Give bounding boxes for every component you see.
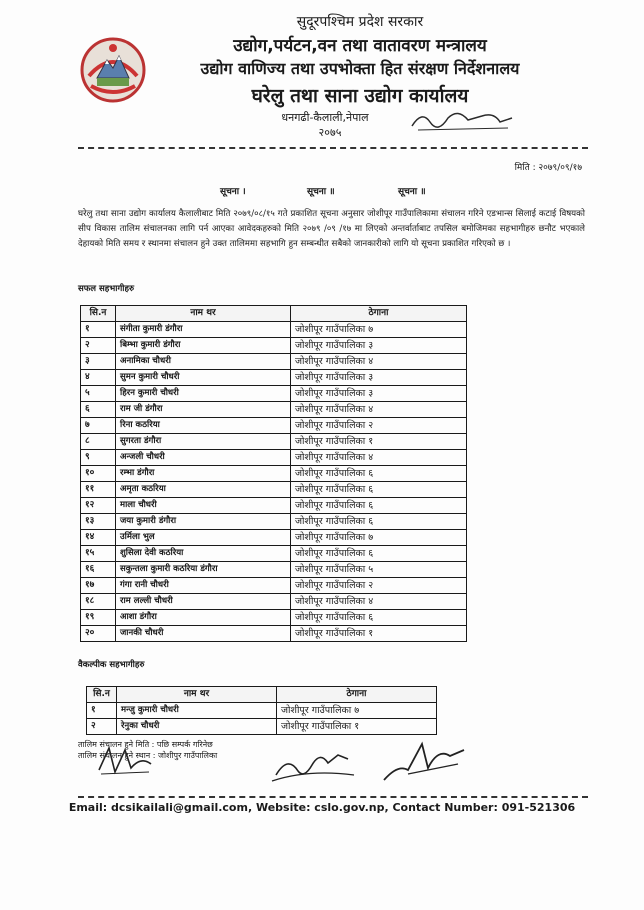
cell-name: अन्जली चौधरी — [116, 450, 291, 466]
training-place: तालिम संचालन हुने स्थान : जोशीपुर गाउँपालिका — [78, 751, 218, 760]
table-row — [81, 514, 467, 530]
signature-3 — [378, 734, 468, 784]
cell-address: जोशीपूर गाउँपालिका ७ — [291, 322, 467, 338]
cell-sn: १ — [87, 703, 117, 719]
signature-2 — [268, 745, 358, 785]
notice-paragraph: घरेलु तथा साना उद्योग कार्यालय कैलालीबाट मिति २०७९/०८/१५ गते प्रकाशित सूचना अनुसार जोशीपूर गाउँपालिकामा संचालन गरिने एडभान्स सिलाई कटाई विषयको सीप विकास तालिम संचालनका लागि पर्न आएका आवेदकहरुको मिति २०७९ /०९ /१७ मा लिएको अन्तर्वार्ताबाट तपसिल बमोजिमका सहभागीहरु छनौट भएकाले देहायको मिति समय र स्थानमा संचालन हुने उक्त तालिममा सहभागि हुन सम्बन्धीत सबैको जानकारीको लागि यो सूचना प्रकाशित गरिएको छ । — [78, 209, 585, 249]
footer-contact: Email: dcsikailali@gmail.com, Website: cslo.gov.np, Contact Number: 091-521306 — [68, 801, 576, 814]
table-row — [81, 354, 467, 370]
header-office: घरेलु तथा साना उद्योग कार्यालय — [251, 85, 469, 107]
table-row — [81, 466, 467, 482]
section-successful-title: सफल सहभागीहरु — [78, 284, 135, 294]
cell-name: संगीता कुमारी डंगौरा — [116, 322, 291, 338]
col-header-name: नाम थर — [117, 687, 277, 703]
table-row — [81, 418, 467, 434]
cell-sn: १२ — [81, 498, 116, 514]
cell-address: जोशीपूर गाउँपालिका ३ — [291, 338, 467, 354]
cell-address: जोशीपूर गाउँपालिका ६ — [291, 514, 467, 530]
cell-sn: ७ — [81, 418, 116, 434]
alternate-table — [86, 686, 437, 735]
cell-address: जोशीपूर गाउँपालिका ६ — [291, 498, 467, 514]
header-ministry: उद्योग,पर्यटन,वन तथा वातावरण मन्त्रालय — [233, 36, 487, 56]
cell-name: रम्भा डंगौरा — [116, 466, 291, 482]
header-directorate: उद्योग वाणिज्य तथा उपभोक्ता हित संरक्षण निर्देशनालय — [200, 59, 520, 78]
cell-address: जोशीपूर गाउँपालिका ३ — [291, 370, 467, 386]
table-row — [81, 610, 467, 626]
cell-sn: २ — [81, 338, 116, 354]
col-header-address: ठेगाना — [277, 687, 437, 703]
cell-address: जोशीपूर गाउँपालिका ६ — [291, 610, 467, 626]
cell-name: रेनुका चौधरी — [117, 719, 277, 735]
signature-1 — [95, 742, 155, 778]
cell-sn: १६ — [81, 562, 116, 578]
table-row — [81, 386, 467, 402]
table-row — [87, 703, 437, 719]
table-row — [81, 482, 467, 498]
cell-address: जोशीपूर गाउँपालिका १ — [291, 434, 467, 450]
cell-address: जोशीपूर गाउँपालिका ४ — [291, 354, 467, 370]
cell-name: माला चौधरी — [116, 498, 291, 514]
cell-address: जोशीपूर गाउँपालिका १ — [277, 719, 437, 735]
header-province: सुदूरपश्चिम प्रदेश सरकार — [296, 14, 424, 30]
cell-name: राम जी डंगौरा — [116, 402, 291, 418]
col-header-sn: सि.न — [87, 687, 117, 703]
document-date: मिति : २०७९/०९/१७ — [514, 163, 582, 173]
table-row — [81, 450, 467, 466]
col-header-name: नाम थर — [116, 306, 291, 322]
cell-address: जोशीपूर गाउँपालिका ४ — [291, 594, 467, 610]
cell-sn: १३ — [81, 514, 116, 530]
training-date: तालिम संचालन हुने मिति : पछि सम्पर्क गरिनेछ — [78, 740, 213, 749]
nepal-emblem-icon — [79, 36, 147, 104]
table-row — [81, 530, 467, 546]
section-alternate-title: वैकल्पीक सहभागीहरु — [78, 660, 145, 670]
table-row — [81, 434, 467, 450]
cell-name: सकुन्तला कुमारी कठरिया डंगौरा — [116, 562, 291, 578]
cell-name: हिरन कुमारी चौधरी — [116, 386, 291, 402]
cell-address: जोशीपूर गाउँपालिका ६ — [291, 482, 467, 498]
cell-sn: ४ — [81, 370, 116, 386]
successful-table-body — [81, 322, 467, 642]
cell-address: जोशीपूर गाउँपालिका २ — [291, 418, 467, 434]
cell-name: आशा डंगौरा — [116, 610, 291, 626]
cell-sn: २ — [87, 719, 117, 735]
cell-sn: १७ — [81, 578, 116, 594]
cell-sn: ११ — [81, 482, 116, 498]
cell-name: अनामिका चौधरी — [116, 354, 291, 370]
table-row — [81, 322, 467, 338]
table-header-row — [87, 687, 437, 703]
cell-address: जोशीपूर गाउँपालिका १ — [291, 626, 467, 642]
cell-name: राम लल्ली चौधरी — [116, 594, 291, 610]
table-row — [81, 546, 467, 562]
cell-name: सुमन कुमारी चौधरी — [116, 370, 291, 386]
cell-sn: १ — [81, 322, 116, 338]
table-row — [81, 562, 467, 578]
table-header-row — [81, 306, 467, 322]
cell-name: मन्जु कुमारी चौधरी — [117, 703, 277, 719]
cell-address: जोशीपूर गाउँपालिका ७ — [277, 703, 437, 719]
table-row — [81, 338, 467, 354]
col-header-address: ठेगाना — [291, 306, 467, 322]
header-location: धनगढी-कैलाली,नेपाल — [281, 111, 369, 124]
table-row — [87, 719, 437, 735]
cell-address: जोशीपूर गाउँपालिका ४ — [291, 402, 467, 418]
cell-name: सुगरता डंगौरा — [116, 434, 291, 450]
cell-sn: ५ — [81, 386, 116, 402]
cell-name: शुसिला देवी कठरिया — [116, 546, 291, 562]
table-row — [81, 594, 467, 610]
cell-name: रिना कठरिया — [116, 418, 291, 434]
cell-sn: ८ — [81, 434, 116, 450]
cell-sn: १९ — [81, 610, 116, 626]
successful-table — [80, 305, 467, 642]
notice-label-3: सूचना ॥ — [398, 187, 426, 197]
alternate-table-body — [87, 703, 437, 735]
cell-sn: ६ — [81, 402, 116, 418]
cell-name: बिम्भा कुमारी डंगौरा — [116, 338, 291, 354]
cell-name: गंगा रानी चौधरी — [116, 578, 291, 594]
stamp-signature — [408, 104, 518, 134]
cell-sn: १४ — [81, 530, 116, 546]
header-year: २०७५ — [318, 126, 342, 139]
cell-address: जोशीपूर गाउँपालिका ३ — [291, 386, 467, 402]
table-row — [81, 578, 467, 594]
cell-name: उर्मिला भुल — [116, 530, 291, 546]
separator-top — [78, 147, 588, 149]
cell-sn: १८ — [81, 594, 116, 610]
separator-bottom — [78, 796, 588, 798]
cell-sn: १० — [81, 466, 116, 482]
cell-address: जोशीपूर गाउँपालिका ४ — [291, 450, 467, 466]
notice-label-1: सूचना । — [220, 187, 246, 197]
cell-sn: ३ — [81, 354, 116, 370]
cell-address: जोशीपूर गाउँपालिका ५ — [291, 562, 467, 578]
cell-sn: २० — [81, 626, 116, 642]
cell-address: जोशीपूर गाउँपालिका ६ — [291, 466, 467, 482]
cell-name: जया कुमारी डंगौरा — [116, 514, 291, 530]
table-row — [81, 498, 467, 514]
cell-address: जोशीपूर गाउँपालिका २ — [291, 578, 467, 594]
table-row — [81, 402, 467, 418]
notice-label-2: सूचना ॥ — [307, 187, 335, 197]
cell-name: अमृता कठरिया — [116, 482, 291, 498]
cell-address: जोशीपूर गाउँपालिका ७ — [291, 530, 467, 546]
cell-sn: १५ — [81, 546, 116, 562]
cell-name: जानकी चौधरी — [116, 626, 291, 642]
cell-sn: ९ — [81, 450, 116, 466]
col-header-sn: सि.न — [81, 306, 116, 322]
cell-address: जोशीपूर गाउँपालिका ६ — [291, 546, 467, 562]
table-row — [81, 626, 467, 642]
table-row — [81, 370, 467, 386]
